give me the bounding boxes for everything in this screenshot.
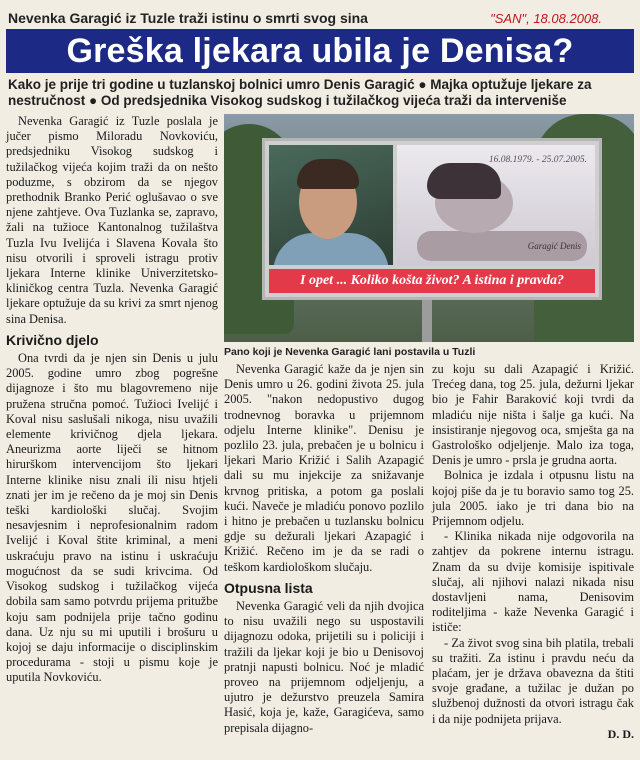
portrait-left bbox=[269, 145, 393, 265]
billboard-slogan: I opet ... Koliko košta život? A istina i pravda? bbox=[269, 269, 595, 293]
headline: Greška ljekara ubila je Denisa? bbox=[6, 29, 634, 73]
portrait-hair bbox=[297, 159, 359, 189]
paragraph: - Za život svog sina bih platila, trebali su tražiti. Za istinu i pravdu neću da plaćam, jer je država obavezna da štiti svoje građane, a tužilac je dužan po službenoj dužnosti da otvori istragu čak i da nije podnijeta prijava. bbox=[432, 635, 634, 726]
deck: Kako je prije tri godine u tuzlanskoj bolnici umro Denis Garagić ● Majka optužuje ljekare za nestručnost ● Od predsjednika Visokog sudskog i tužilačkog vijeća traži da interveniše bbox=[8, 77, 592, 108]
column-left bbox=[6, 114, 218, 686]
portrait-hair bbox=[427, 163, 501, 199]
billboard-dates: 16.08.1979. - 25.07.2005. bbox=[488, 155, 587, 165]
paragraph: Nevenka Garagić iz Tuzle poslala je jučer pismo Miloradu Novkoviću, predsjedniku Visokog sudskog i tužilačkog vijeća kojim traži da on nešto poduzme, s obzirom da se njegov prethodnik Branko Perić oglušavao o sve njene zahtjeve. Ova Tuzlanka se, zapravo, žali na tužioce Kantonalnog tužilaštva Tuzla Ivu Ivelijća i Slavena Kovala što nisu otvorili i sproveli istragu protiv ljekara Interne klinike Univerzitetsko-kliničkog centra Tuzla. Nevenka Garagić ljekare optužuje da su krivi za smrt njenog sina Denisa. bbox=[6, 114, 218, 326]
subheading-krivicno-djelo: Krivično djelo bbox=[6, 331, 99, 348]
column-right bbox=[432, 362, 634, 742]
author-signature: D. D. bbox=[607, 726, 634, 741]
billboard-signature: Garagić Denis bbox=[527, 241, 581, 251]
portrait-right bbox=[397, 145, 595, 265]
article-body bbox=[6, 112, 634, 756]
source-date: "SAN", 18.08.2008. bbox=[490, 11, 602, 26]
billboard bbox=[262, 138, 602, 300]
billboard-photo bbox=[224, 114, 634, 342]
kicker: Nevenka Garagić iz Tuzle traži istinu o smrti svog sina bbox=[8, 10, 368, 26]
column-middle bbox=[224, 362, 424, 736]
subheading-otpusna-lista: Otpusna lista bbox=[224, 579, 313, 596]
photo-caption: Pano koji je Nevenka Garagić lani postavila u Tuzli bbox=[224, 346, 476, 358]
paragraph: Nevenka Garagić veli da njih dvojica to nisu uvažili nego su uspostavili dijagnozu odoka, prijetili su i policiji i tražili da ljekar koji je bio u Denisovoj pratnji napusti bolnicu. Noć je mladić proveo na prijemnom odjeljenju, a ujutro je dežurstvo preuzela Samira Hasić, koja je, kaže, Garagićeva, samo prepisala dijagno- bbox=[224, 599, 424, 735]
paragraph: Ona tvrdi da je njen sin Denis u julu 2005. godine umro zbog pogrešne dijagnoze i što mu blagovremeno nije pružena stručna pomoć. Tužioci Ivelijć i Koval nisu saslušali nikoga, nisu uvažili elemente krivičnog djela ljekara. Aneurizma aorte liječi se hitnom hirurškom intervencijom što ljekari Interne klinike nisu znali ili nisu htjeli znati jer im je rečeno da je moj sin Denis teški kardiološki slučaj. Svojim nesavjesnim i neprofesionalnim radom Ivelijć i Koval štite kriminal, a meni uskraćuju pravo na istinu i uskraćuju mogućnost da se sudi krivcima. Od Visokog sudskog i tužilačkog vijeća dobila sam samo potvrdu prijema pritužbe koju sam podnijela prije tačno godinu dana. Uz nju su mi uputili i brošuru u kojoj se daju informacije o disciplinskim procedurama - stoji u pismu koje je uputila Novkoviću. bbox=[6, 351, 218, 685]
top-line bbox=[6, 4, 634, 26]
paragraph: - Klinika nikada nije odgovorila na zahtjev da pokrene internu istragu. Znam da su dvije komisije ispitivale slučaj, ali njihovi nalazi nikada nisu dostavljeni nama, Denisovim roditeljima - kaže Nevenka Garagić i ističe: bbox=[432, 529, 634, 635]
paragraph: zu koju su dali Azapagić i Križić. Trećeg dana, tog 25. jula, dežurni ljekar bio je Fahir Baraković koji tvrdi da mladiću nije ništa i šalje ga kući. Na insistiranje njegovog oca, smješta ga na Gastrološko odjeljenje. Malo iza toga, Denis je umro - prsla je grudna aorta. bbox=[432, 362, 634, 468]
paragraph: Bolnica je izdala i otpusnu listu na kojoj piše da je tu boravio samo tog 25. jula 2005. iako je tri dana bio na Prijemnom odjelu. bbox=[432, 468, 634, 529]
paragraph: Nevenka Garagić kaže da je njen sin Denis umro u 26. godini života 25. jula 2005. "nakon nedopustivo dugog trodnevnog boravka u prijemnom odjelu Interne klinike". Denisu je pozlilo 23. jula, prebačen je u bolnicu i ljekari Mario Križić i Salih Azapagić dali su mu injekcije za snižavanje krvnog pritiska, a potom ga poslali kući. Naveče je mladiću ponovo pozlilo i hitno je prebačen u tuzlansku bolnicu gdje su dežurali ljekari Azapagić i Križić. Rečeno im je da se radi o teškom kardiološkom slučaju. bbox=[224, 362, 424, 574]
